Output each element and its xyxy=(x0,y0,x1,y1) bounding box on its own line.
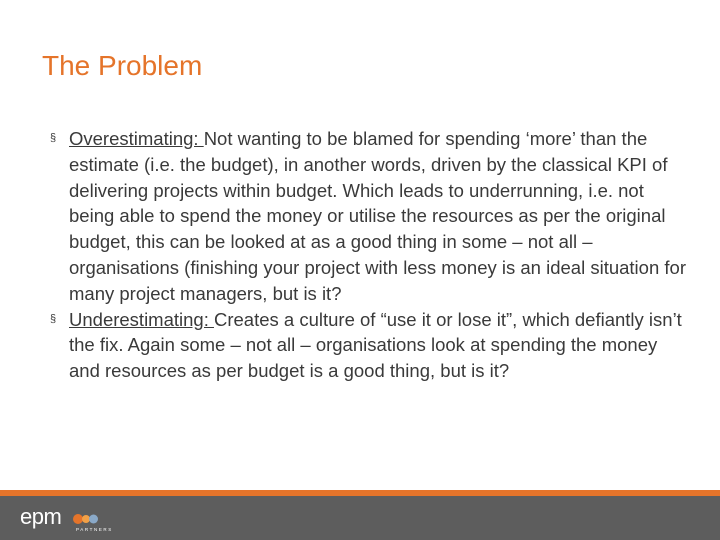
bullet-marker: § xyxy=(50,312,57,325)
bullet-item-overestimating xyxy=(52,126,692,307)
logo-subtext: PARTNERS xyxy=(76,527,113,532)
footer xyxy=(0,496,720,540)
bullet-text: Not wanting to be blamed for spending ‘more’ than the estimate (i.e. the budget), in another words, driven by the classical KPI of delivering projects within budget. Which leads to underrunning, i.e. not being able to spend the money or utilise the resources as per the original budget, this can be looked at as a good thing in some – not all – organisations (finishing your project with less money is an ideal situation for many project managers, but is it? xyxy=(69,128,686,304)
bullet-item-underestimating xyxy=(52,307,692,384)
slide-title: The Problem xyxy=(42,50,203,81)
logo-circles-icon xyxy=(73,513,99,525)
bullet-text: Creates a culture of “use it or lose it”, which defiantly isn’t the fix. Again some – not all – organisations look at spending the money and resources as per budget is a good thing, but is it? xyxy=(69,308,682,382)
bullet-term: Overestimating: xyxy=(69,128,204,149)
bullet-term: Underestimating: xyxy=(69,308,214,330)
bullet-marker: § xyxy=(50,132,57,144)
logo-text: epm xyxy=(20,504,62,529)
bullet-list xyxy=(52,126,692,384)
